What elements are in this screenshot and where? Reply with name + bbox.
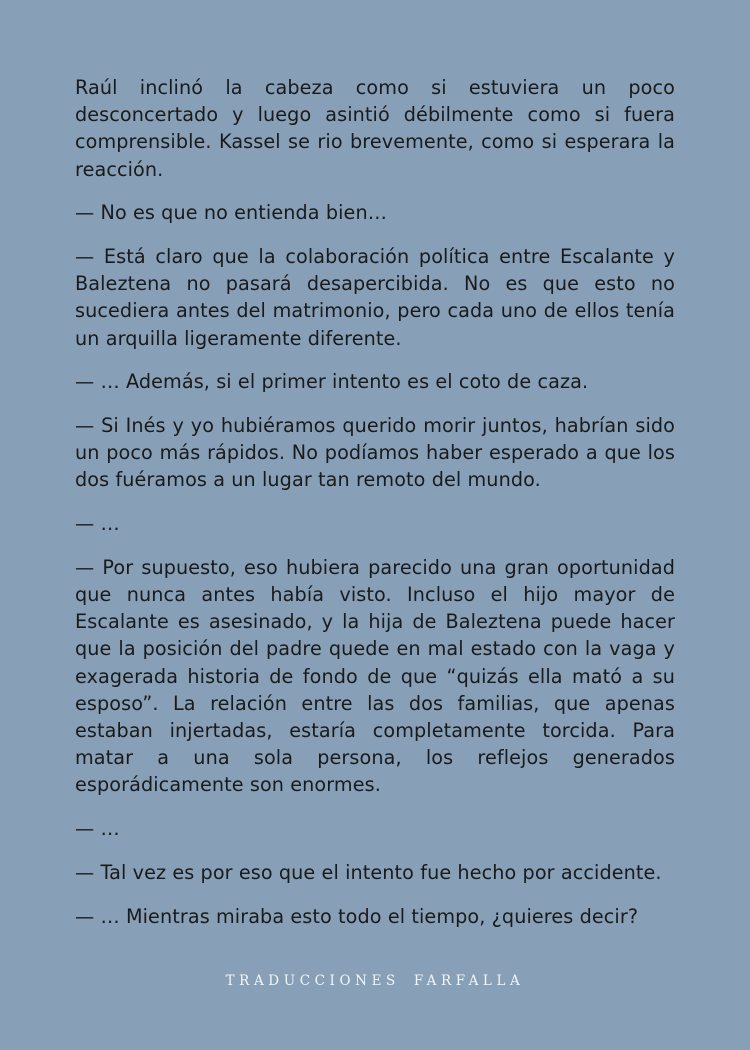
footer-word-farfalla: FARFALLA [413, 973, 525, 989]
paragraph-4: — … Además, si el primer intento es el coto de caza. [75, 370, 589, 394]
footer-credit [0, 973, 750, 989]
paragraph-1: Raúl inclinó la cabeza como si estuviera un poco desconcertado y luego asintió débilmente como si fuera comprensible. Kassel se rio brevemente, como si esperara la reacción. [75, 76, 675, 181]
footer-word-traducciones: TRADUCCIONES [225, 973, 400, 989]
paragraph-3: — Está claro que la colaboración política entre Escalante y Baleztena no pasará desapercibida. No es que esto no sucediera antes del matrimonio, pero cada uno de ellos tenía un arquilla ligeramente diferente. [75, 245, 675, 350]
paragraph-2: — No es que no entienda bien… [75, 201, 388, 225]
paragraph-5: — Si Inés y yo hubiéramos querido morir juntos, habrían sido un poco más rápidos. No podíamos haber esperado a que los dos fuéramos a un lugar tan remoto del mundo. [75, 414, 675, 492]
body-text [75, 74, 675, 946]
paragraph-9: — Tal vez es por eso que el intento fue hecho por accidente. [75, 860, 662, 884]
paragraph-10: — … Mientras miraba esto todo el tiempo, ¿quieres decir? [75, 904, 639, 928]
paragraph-6: — … [75, 512, 120, 536]
paragraph-7: — Por supuesto, eso hubiera parecido una gran oportunidad que nunca antes había visto. Incluso el hijo mayor de Escalante es asesinado, y la hija de Baleztena puede hacer que la posición del padre quede en mal estado con la vaga y exagerada historia de fondo de que “quizás ella mató a su esposo”. La relación entre las dos familias, que apenas estaban injertadas, estaría completamente torcida. Para matar a una sola persona, los reflejos generados esporádicamente son enormes. [75, 555, 675, 797]
paragraph-8: — … [75, 817, 120, 841]
